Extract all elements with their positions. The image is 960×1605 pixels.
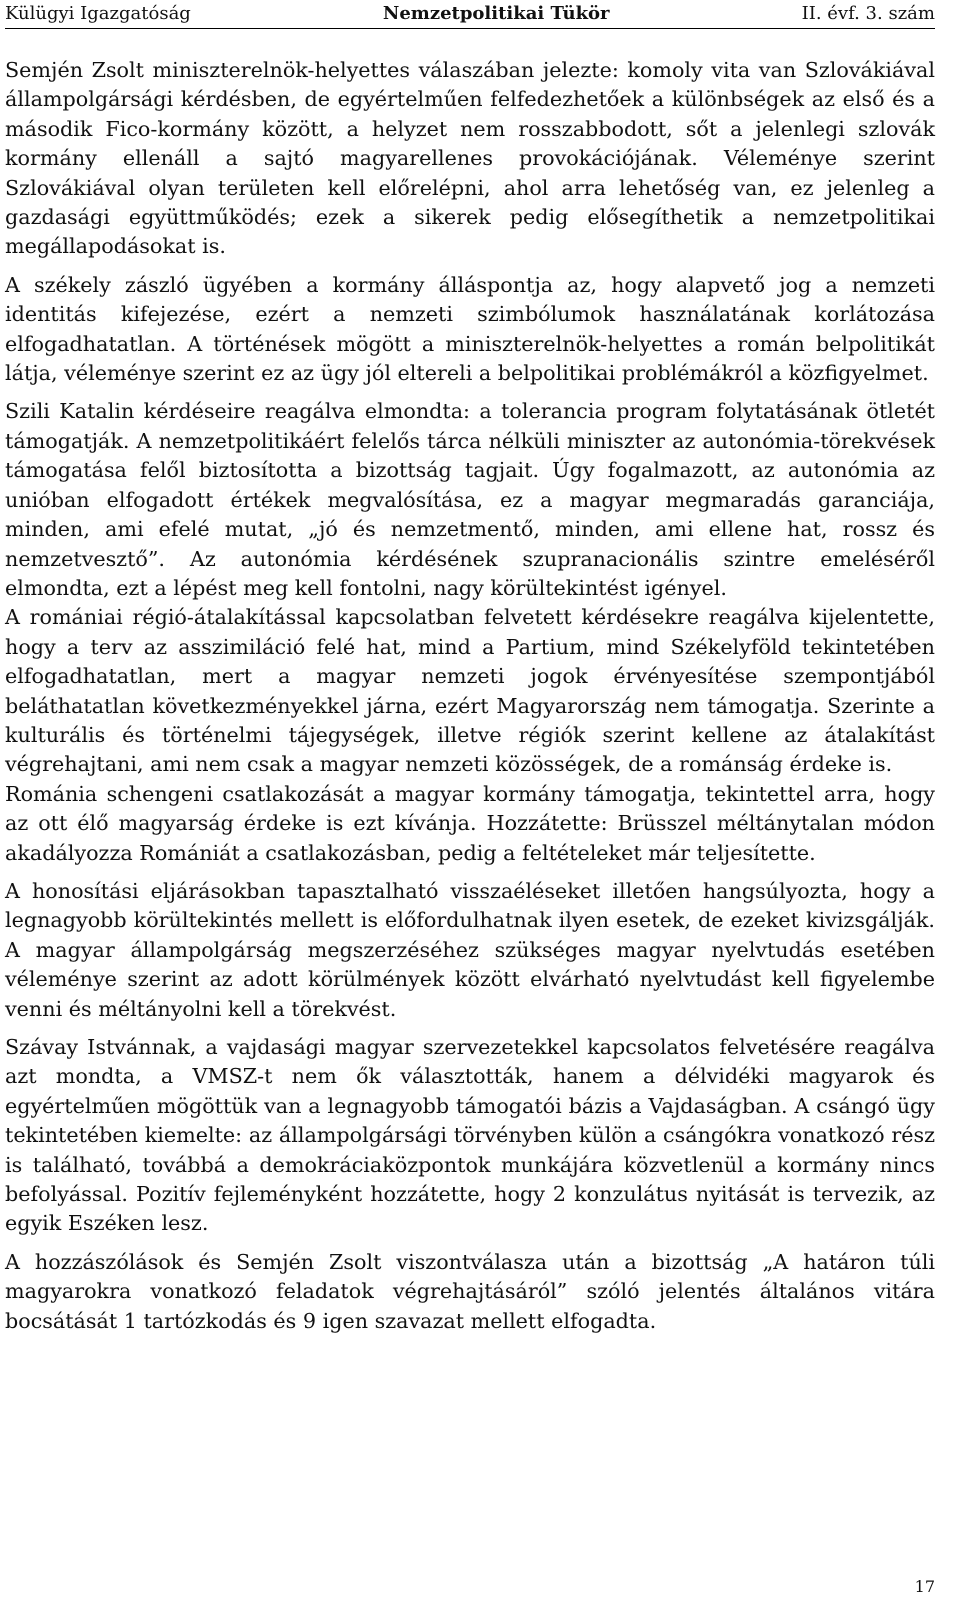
paragraph: A hozzászólások és Semjén Zsolt viszontválasza után a bizottság „A határon túli magyarokra vonatkozó feladatok végrehajtásáról” szóló jelentés általános vitára bocsátását 1 tartózkodás és 9 igen szavazat mellett elfogadta. — [5, 1249, 935, 1333]
paragraph: Szili Katalin kérdéseire reagálva elmondta: a tolerancia program folytatásának ötletét támogatják. A nemzetpolitikáért felelős tárca nélküli miniszter az autonómia-törekvések támogatása felől biztosította a bizottság tagjait. Úgy fogalmazott, az autonómia az unióban elfogadott értékek megvalósítása, ez a magyar megmaradás garanciája, minden, ami efelé mutat, „jó és nemzetmentő, minden, ami ellene hat, rossz és nemzetvesztő”. Az autonómia kérdésének szupranacionális szintre emeléséről elmondta, ezt a lépést meg kell fontolni, nagy körültekintést igényel. — [5, 399, 935, 600]
paragraph: A székely zászló ügyében a kormány álláspontja az, hogy alapvető jog a nemzeti identitás kifejezése, ezért a nemzeti szimbólumok használatának korlátozása elfogadhatatlan. A történések mögött a miniszterelnök-helyettes a román belpolitikát látja, véleménye szerint ez az ügy jól eltereli a belpolitikai problémákról a közfigyelmet. — [5, 272, 935, 386]
header-issue: II. évf. 3. szám — [801, 3, 935, 24]
header-left: Külügyi Igazgatóság — [5, 3, 191, 24]
article-body — [5, 56, 935, 1345]
paragraph: Semjén Zsolt miniszterelnök-helyettes válaszában jelezte: komoly vita van Szlovákiával állampolgársági kérdésben, de egyértelműen felfedezhetőek a különbségek az első és a második Fico-kormány között, a helyzet nem rosszabbodott, sőt a jelenlegi szlovák kormány ellenáll a sajtó magyarellenes provokációjának. Véleménye szerint Szlovákiával olyan területen kell előrelépni, ahol arra lehetőség van, ez jelenleg a gazdasági együttműködés; ezek a sikerek pedig elősegíthetik a nemzetpolitikai megállapodásokat is. — [5, 58, 935, 259]
page-number: 17 — [914, 1577, 935, 1596]
paragraph: A romániai régió-átalakítással kapcsolatban felvetett kérdésekre reagálva kijelentette, hogy a terv az asszimiláció felé hat, mind a Partium, mind Székelyföld tekintetében elfogadhatatlan, mert a magyar nemzeti jogok érvényesítése szempontjából beláthatatlan következményekkel járna, ezért Magyarország nem támogatja. Szerinte a kulturális és történelmi tájegységek, illetve régiók szerint kellene az átalakítást végrehajtani, ami nem csak a magyar nemzeti közösségek, de a románság érdeke is. — [5, 605, 935, 777]
paragraph: Románia schengeni csatlakozását a magyar kormány támogatja, tekintettel arra, hogy az ott élő magyarság érdeke is ezt kívánja. Hozzátette: Brüsszel méltánytalan módon akadályozza Romániát a csatlakozásban, pedig a feltételeket már teljesítette. — [5, 781, 935, 865]
page-header — [5, 0, 935, 29]
paragraph: A honosítási eljárásokban tapasztalható visszaéléseket illetően hangsúlyozta, hogy a legnagyobb körültekintés mellett is előfordulhatnak ilyen esetek, de ezeket kivizsgálják. A magyar állampolgárság megszerzéséhez szükséges magyar nyelvtudás esetében véleménye szerint az adott körülmények között elvárható nyelvtudást kell figyelembe venni és méltányolni kell a törekvést. — [5, 878, 935, 1021]
header-title: Nemzetpolitikai Tükör — [382, 3, 610, 24]
paragraph: Szávay Istvánnak, a vajdasági magyar szervezetekkel kapcsolatos felvetésére reagálva azt mondta, a VMSZ-t nem ők választották, hanem a délvidéki magyarok és egyértelműen mögöttük van a legnagyobb támogatói bázis a Vajdaságban. A csángó ügy tekintetében kiemelte: az állampolgársági törvényben külön a csángókra vonatkozó rész is található, továbbá a demokráciaközpontok munkájára közvetlenül a kormány nincs befolyással. Pozitív fejleményként hozzátette, hogy 2 konzulátus nyitását is tervezik, az egyik Eszéken lesz. — [5, 1035, 935, 1236]
